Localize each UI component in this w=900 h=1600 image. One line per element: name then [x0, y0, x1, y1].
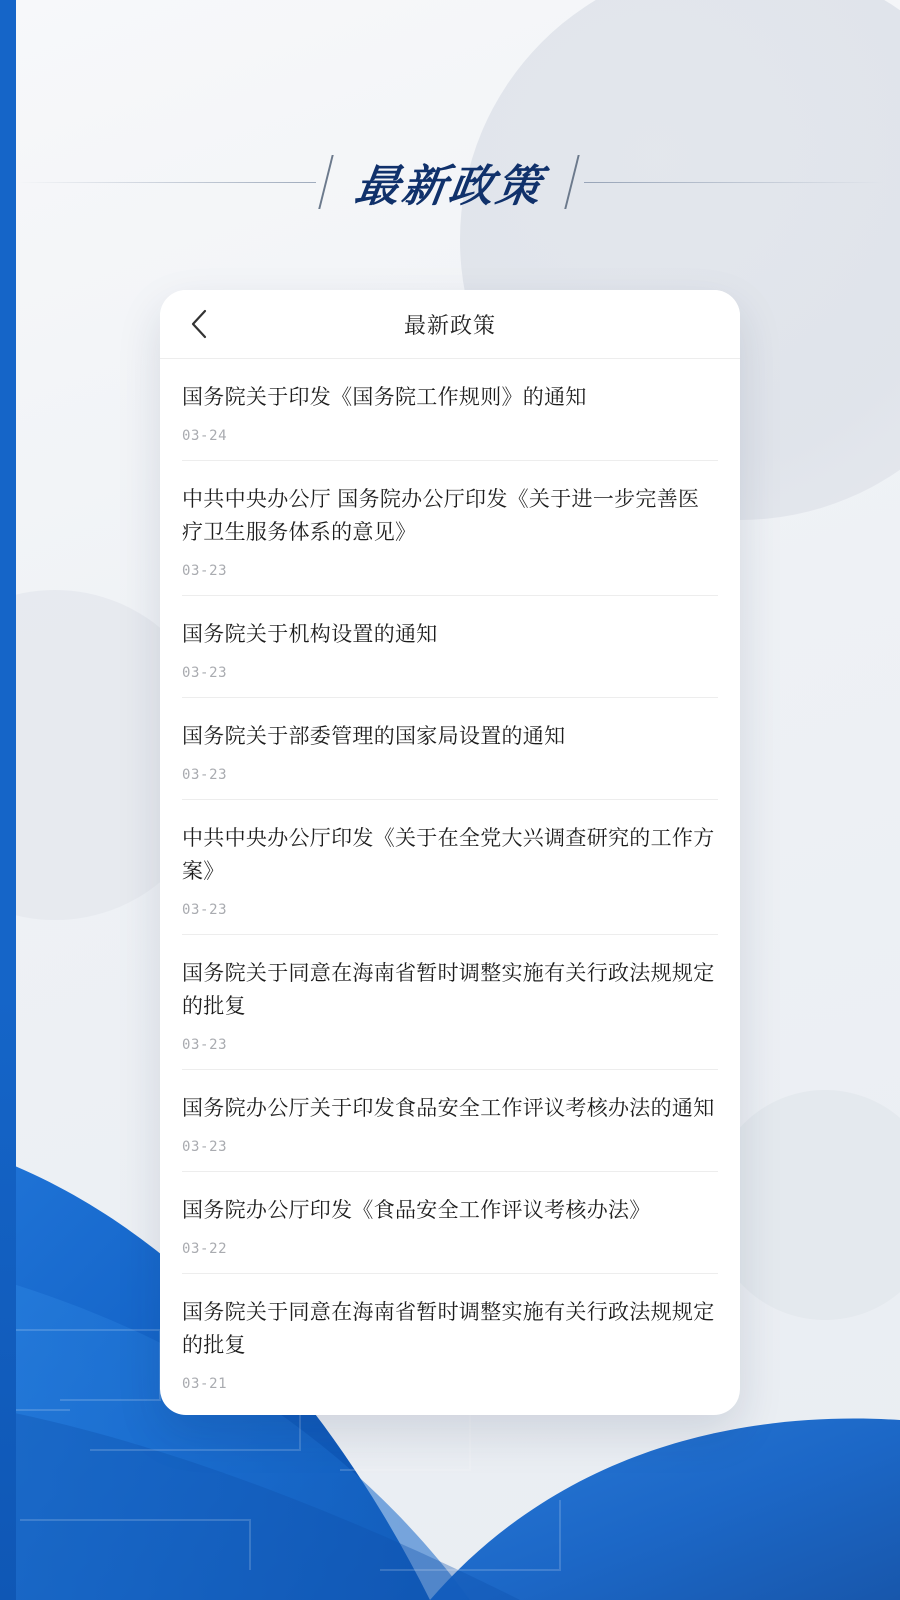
- phone-screen-card: [160, 290, 740, 1415]
- list-item[interactable]: [182, 596, 718, 698]
- banner-header: [0, 150, 900, 214]
- header-slash-right-icon: [562, 155, 584, 209]
- policy-date: 03-23: [182, 563, 228, 579]
- left-edge-strip: [0, 0, 16, 1600]
- policy-title: 中共中央办公厅印发《关于在全党大兴调查研究的工作方案》: [182, 827, 715, 883]
- back-button[interactable]: [182, 307, 216, 341]
- header-rule-right: [584, 182, 884, 183]
- policy-title: 国务院关于印发《国务院工作规则》的通知: [182, 386, 587, 409]
- policy-date: 03-24: [182, 428, 228, 444]
- policy-date: 03-23: [182, 767, 228, 783]
- policy-list: [160, 359, 740, 1408]
- policy-date: 03-23: [182, 665, 228, 681]
- phone-nav-bar: [160, 290, 740, 359]
- list-item[interactable]: [182, 359, 718, 461]
- list-item[interactable]: [182, 1070, 718, 1172]
- chevron-left-icon: [190, 309, 208, 339]
- policy-date: 03-21: [182, 1376, 228, 1392]
- policy-title: 国务院办公厅关于印发食品安全工作评议考核办法的通知: [182, 1097, 715, 1120]
- list-item[interactable]: [182, 1172, 718, 1274]
- policy-title: 国务院关于部委管理的国家局设置的通知: [182, 725, 566, 748]
- policy-date: 03-23: [182, 1139, 228, 1155]
- policy-date: 03-23: [182, 1037, 228, 1053]
- policy-title: 国务院关于同意在海南省暂时调整实施有关行政法规规定的批复: [182, 962, 715, 1018]
- list-item[interactable]: [182, 1274, 718, 1408]
- policy-title: 国务院关于同意在海南省暂时调整实施有关行政法规规定的批复: [182, 1301, 715, 1357]
- nav-title: 最新政策: [403, 312, 496, 338]
- policy-title: 国务院办公厅印发《食品安全工作评议考核办法》: [182, 1199, 651, 1222]
- list-item[interactable]: [182, 800, 718, 935]
- policy-title: 中共中央办公厅 国务院办公厅印发《关于进一步完善医疗卫生服务体系的意见》: [182, 488, 700, 544]
- header-rule-left: [16, 182, 316, 183]
- page-title: 最新政策: [351, 162, 547, 211]
- policy-title: 国务院关于机构设置的通知: [182, 623, 438, 646]
- list-item[interactable]: [182, 698, 718, 800]
- policy-date: 03-23: [182, 902, 228, 918]
- list-item[interactable]: [182, 461, 718, 596]
- list-item[interactable]: [182, 935, 718, 1070]
- policy-date: 03-22: [182, 1241, 228, 1257]
